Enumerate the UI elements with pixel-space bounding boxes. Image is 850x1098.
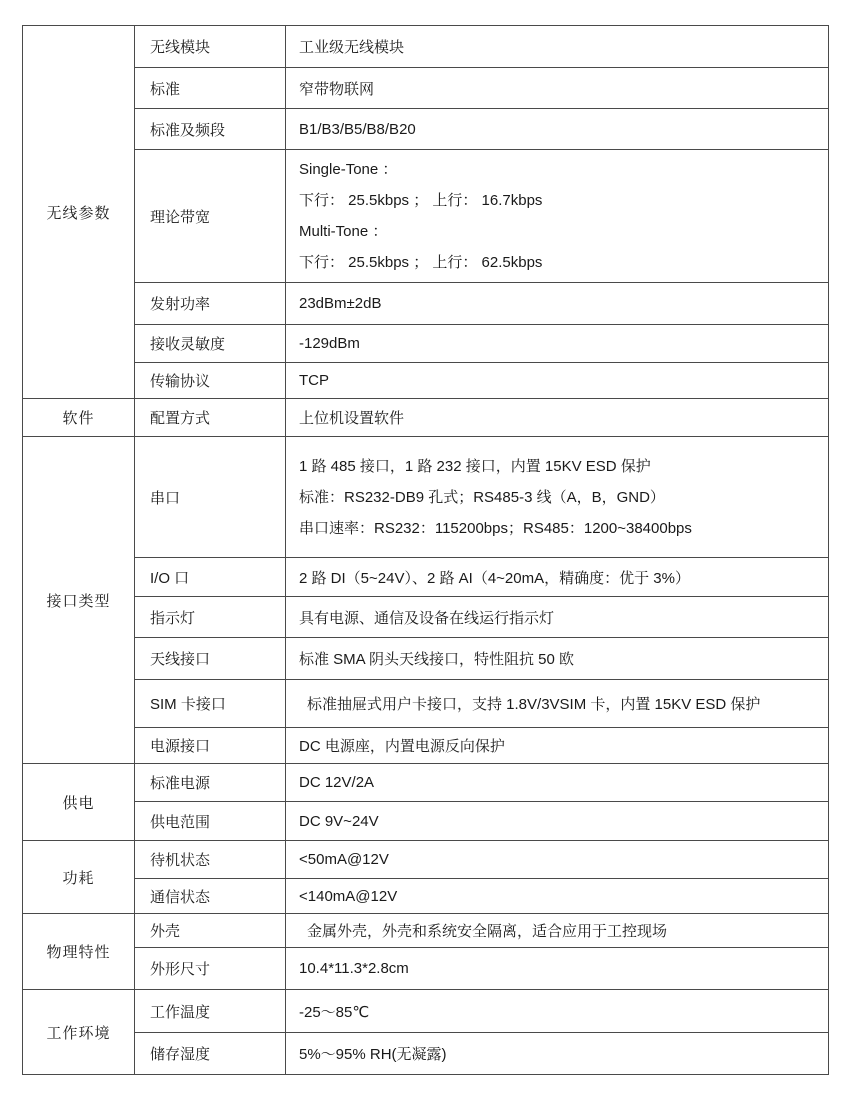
category-cell-software: 软件 [23,399,135,437]
value-cell: 2 路 DI（5~24V）、2 路 AI（4~20mA，精确度：优于 3%） [286,558,829,597]
param-cell: 工作温度 [135,990,286,1033]
value-cell: 5%～95% RH(无凝露) [286,1033,829,1075]
value-line: 下行： 25.5kbps ； 上行： 16.7kbps [299,192,543,209]
table-row [23,68,829,109]
table-row [23,638,829,680]
value-cell: DC 12V/2A [286,764,829,802]
table-row [23,363,829,399]
value-line: 下行： 25.5kbps ； 上行： 62.5kbps [299,254,543,271]
param-cell: 配置方式 [135,399,286,437]
param-cell: 标准 [135,68,286,109]
value-line: 标准：RS232-DB9 孔式；RS485-3 线（A，B，GND） [299,488,665,506]
value-cell: DC 9V~24V [286,802,829,841]
value-cell: 标准抽屉式用户卡接口，支持 1.8V/3VSIM 卡，内置 15KV ESD 保护 [286,680,829,728]
category-cell-interfaces: 接口类型 [23,437,135,764]
table-row [23,841,829,879]
table-row [23,283,829,325]
table-row [23,150,829,283]
param-cell: 通信状态 [135,879,286,914]
table-row [23,948,829,990]
param-cell: 待机状态 [135,841,286,879]
param-cell: 标准及频段 [135,109,286,150]
value-cell [286,437,829,558]
value-line: 1 路 485 接口，1 路 232 接口，内置 15KV ESD 保护 [299,457,651,475]
table-row [23,680,829,728]
value-cell: <140mA@12V [286,879,829,914]
value-cell: B1/B3/B5/B8/B20 [286,109,829,150]
table-row [23,1033,829,1075]
table-row [23,109,829,150]
value-cell: -129dBm [286,325,829,363]
param-cell: 标准电源 [135,764,286,802]
value-cell: <50mA@12V [286,841,829,879]
param-cell: 传输协议 [135,363,286,399]
value-cell: 上位机设置软件 [286,399,829,437]
value-cell: 工业级无线模块 [286,26,829,68]
value-cell: DC 电源座，内置电源反向保护 [286,728,829,764]
param-cell: 理论带宽 [135,150,286,283]
param-cell: 指示灯 [135,597,286,638]
param-cell: 天线接口 [135,638,286,680]
table-row [23,325,829,363]
value-cell: 23dBm±2dB [286,283,829,325]
param-cell: 无线模块 [135,26,286,68]
table-row [23,914,829,948]
param-cell: 发射功率 [135,283,286,325]
category-cell-wireless: 无线参数 [23,26,135,399]
value-cell: 标准 SMA 阴头天线接口，特性阻抗 50 欧 [286,638,829,680]
param-cell: SIM 卡接口 [135,680,286,728]
table-row [23,764,829,802]
category-cell-environment: 工作环境 [23,990,135,1075]
param-cell: 接收灵敏度 [135,325,286,363]
param-cell: I/O 口 [135,558,286,597]
table-row [23,437,829,558]
value-cell: 具有电源、通信及设备在线运行指示灯 [286,597,829,638]
value-cell: 10.4*11.3*2.8cm [286,948,829,990]
value-cell: -25～85℃ [286,990,829,1033]
category-cell-power-supply: 供电 [23,764,135,841]
value-line: Single-Tone ： [299,161,398,178]
value-line: Multi-Tone ： [299,223,388,240]
table-row [23,728,829,764]
value-cell: 窄带物联网 [286,68,829,109]
param-cell: 储存湿度 [135,1033,286,1075]
param-cell: 串口 [135,437,286,558]
value-cell: 金属外壳，外壳和系统安全隔离，适合应用于工控现场 [286,914,829,948]
category-cell-consumption: 功耗 [23,841,135,914]
param-cell: 外壳 [135,914,286,948]
param-cell: 电源接口 [135,728,286,764]
param-cell: 外形尺寸 [135,948,286,990]
table-row [23,879,829,914]
table-row [23,399,829,437]
value-line: 串口速率：RS232：115200bps；RS485：1200~38400bps [299,519,692,537]
table-row [23,990,829,1033]
table-row [23,802,829,841]
category-cell-physical: 物理特性 [23,914,135,990]
table-row [23,597,829,638]
value-cell: TCP [286,363,829,399]
param-cell: 供电范围 [135,802,286,841]
table-row [23,558,829,597]
spec-table [22,25,829,1075]
value-cell [286,150,829,283]
table-row [23,26,829,68]
